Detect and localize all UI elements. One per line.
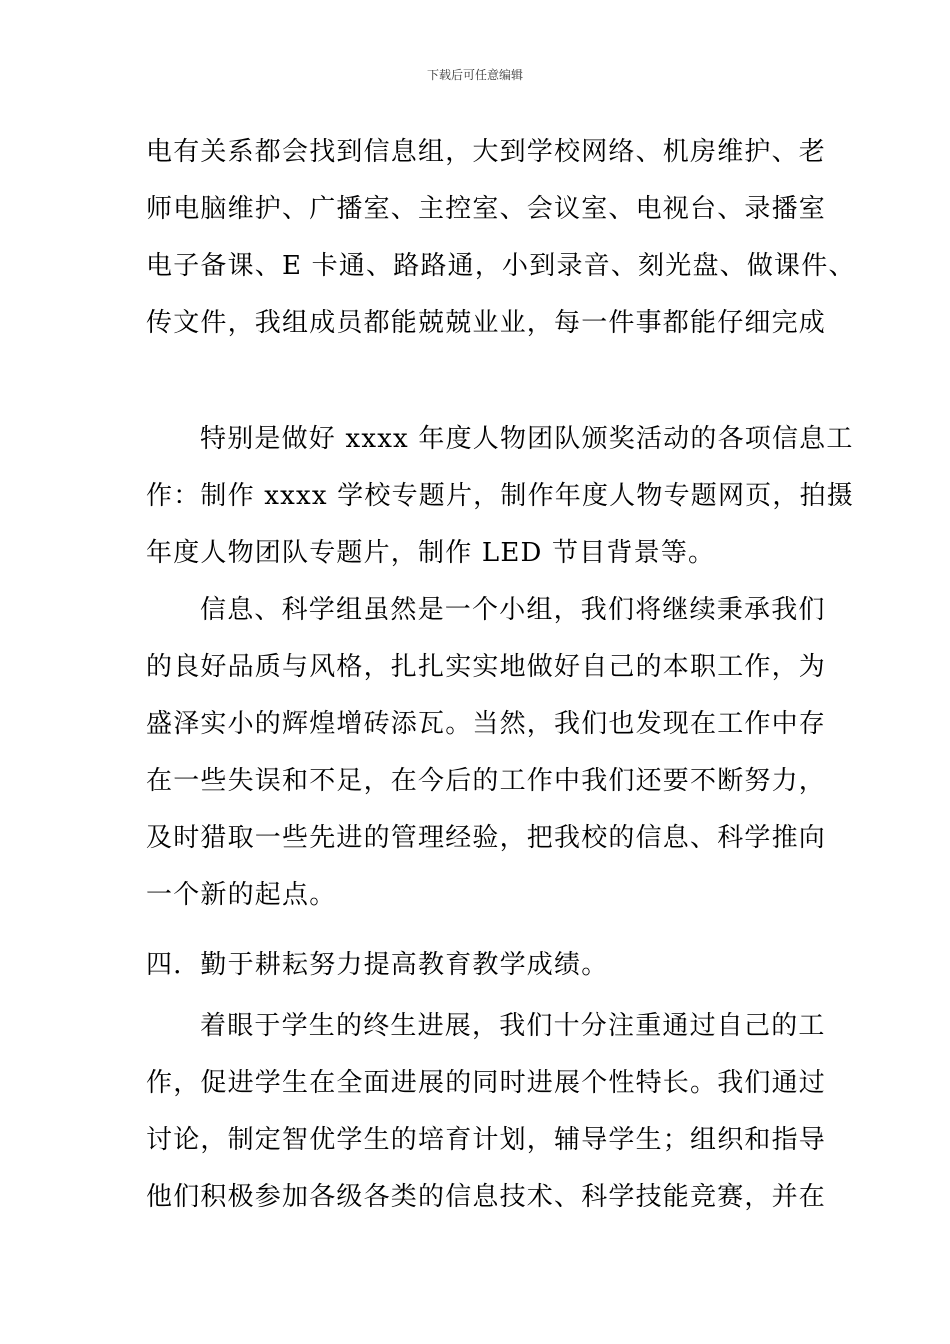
text-line: 电有关系都会找到信息组，大到学校网络、机房维护、老 [146,137,827,167]
text-line: 传文件，我组成员都能兢兢业业，每一件事都能仔细完成 [146,308,827,338]
text-line: 及时猎取一些先进的管理经验，把我校的信息、科学推向 [146,823,827,853]
text-line: 年度人物团队专题片，制作 LED 节目背景等。 [146,538,716,568]
paragraph-first-line: 信息、科学组虽然是一个小组，我们将继续秉承我们 [200,595,826,625]
text-line: 电子备课、E 卡通、路路通，小到录音、刻光盘、做课件、 [146,251,856,281]
paragraph-first-line: 特别是做好 xxxx 年度人物团队颁奖活动的各项信息工 [200,424,854,454]
text-line: 盛泽实小的辉煌增砖添瓦。当然，我们也发现在工作中存 [146,709,827,739]
paragraph-first-line: 着眼于学生的终生进展，我们十分注重通过自己的工 [200,1011,826,1041]
text-line: 一个新的起点。 [146,880,337,910]
text-line: 师电脑维护、广播室、主控室、会议室、电视台、录播室 [146,194,827,224]
text-line: 的良好品质与风格，扎扎实实地做好自己的本职工作，为 [146,652,827,682]
text-line: 作：制作 xxxx 学校专题片，制作年度人物专题网页，拍摄 [146,481,854,511]
section-heading: 四．勤于耕耘努力提高教育教学成绩。 [146,950,609,980]
text-line: 在一些失误和不足，在今后的工作中我们还要不断努力， [146,766,827,796]
text-line: 讨论，制定智优学生的培育计划，辅导学生；组织和指导 [146,1125,827,1155]
page-header: 下载后可任意编辑 [426,68,523,82]
text-line: 他们积极参加各级各类的信息技术、科学技能竞赛，并在 [146,1182,827,1212]
text-line: 作，促进学生在全面进展的同时进展个性特长。我们通过 [146,1068,827,1098]
